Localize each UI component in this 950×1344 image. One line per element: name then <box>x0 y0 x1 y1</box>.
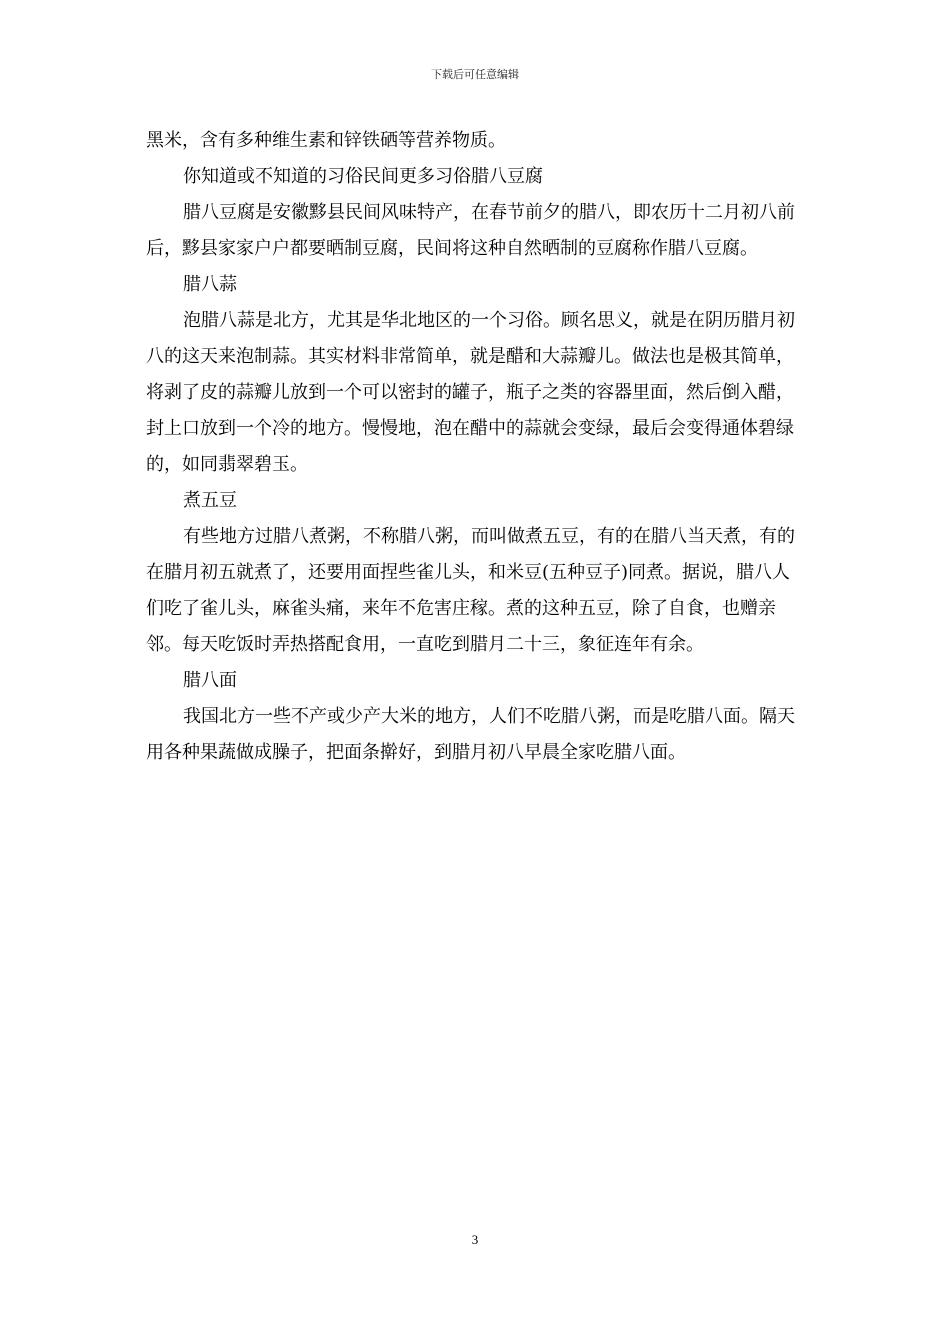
heading-laba-noodles: 腊八面 <box>183 670 237 691</box>
heading-laba-garlic: 腊八蒜 <box>183 274 237 295</box>
page-header: 下载后可任意编辑 <box>431 68 519 81</box>
section-intro-tofu: 你知道或不知道的习俗民间更多习俗腊八豆腐 <box>183 166 543 187</box>
page-number: 3 <box>471 1232 479 1247</box>
paragraph-laba-tofu: 腊八豆腐是安徽黟县民间风味特产，在春节前夕的腊八，即农历十二月初八前后，黟县家家户户都要晒制豆腐，民间将这种自然晒制的豆腐称作腊八豆腐。 <box>146 202 795 259</box>
heading-five-beans: 煮五豆 <box>183 490 237 511</box>
document-body <box>146 123 808 771</box>
paragraph-laba-noodles: 我国北方一些不产或少产大米的地方，人们不吃腊八粥，而是吃腊八面。隔天用各种果蔬做成臊子，把面条擀好，到腊月初八早晨全家吃腊八面。 <box>146 706 795 763</box>
paragraph-five-beans: 有些地方过腊八煮粥，不称腊八粥，而叫做煮五豆，有的在腊八当天煮，有的在腊月初五就煮了，还要用面捏些雀儿头，和米豆(五种豆子)同煮。据说，腊八人们吃了雀儿头，麻雀头痛，来年不危害庄稼。煮的这种五豆，除了自食，也赠亲邻。每天吃饭时弄热搭配食用，一直吃到腊月二十三，象征连年有余。 <box>146 526 795 655</box>
paragraph-black-rice: 黑米，含有多种维生素和锌铁硒等营养物质。 <box>146 130 506 151</box>
paragraph-laba-garlic: 泡腊八蒜是北方，尤其是华北地区的一个习俗。顾名思义，就是在阴历腊月初八的这天来泡制蒜。其实材料非常简单，就是醋和大蒜瓣儿。做法也是极其简单，将剥了皮的蒜瓣儿放到一个可以密封的罐子，瓶子之类的容器里面，然后倒入醋，封上口放到一个冷的地方。慢慢地，泡在醋中的蒜就会变绿，最后会变得通体碧绿的，如同翡翠碧玉。 <box>146 310 795 475</box>
